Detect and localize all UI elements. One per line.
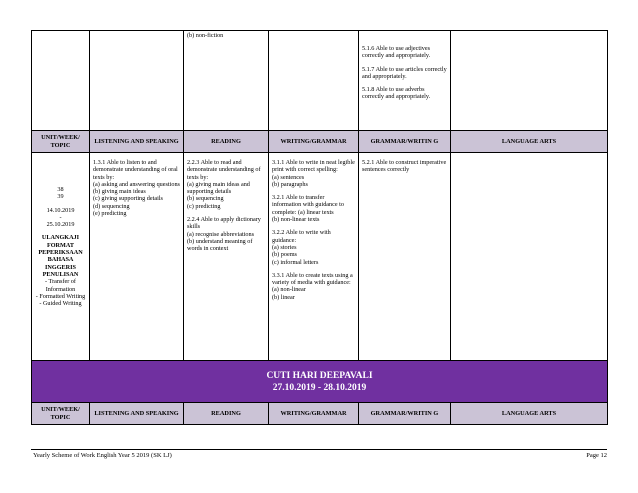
header-writing: WRITING/GRAMMAR: [269, 403, 359, 425]
grammar-standard: 5.1.6 Able to use adjectives correctly and appropriately.: [362, 45, 431, 60]
listening-item: (b) giving main ideas: [93, 188, 146, 196]
header-reading: READING: [184, 403, 269, 425]
continued-writing-cell: [269, 31, 359, 131]
writing-item: (b) paragraphs: [272, 180, 308, 188]
writing-item: (b) poems: [272, 251, 297, 259]
week-row: [32, 153, 608, 361]
header-listening: LISTENING AND SPEAKING: [90, 403, 184, 425]
grammar-standard: 5.2.1 Able to construct imperative sentences correctly: [362, 159, 447, 174]
scheme-of-work-page: [31, 30, 607, 425]
week-arts-cell: [451, 153, 608, 361]
holiday-row: [32, 361, 608, 403]
reading-item: (b) sequencing: [187, 195, 224, 203]
footer-title: Yearly Scheme of Work English Year 5 2019 (SK LJ): [33, 452, 172, 459]
writing-standard: 3.1.1 Able to write in neat legible print with correct spelling:: [272, 159, 355, 174]
header-row: [32, 131, 608, 153]
unit-line: 38: [57, 186, 64, 193]
unit-subtopic: Information: [45, 285, 76, 293]
holiday-cell: [32, 361, 608, 403]
unit-topic: FORMAT: [46, 241, 75, 249]
header-grammar: GRAMMAR/WRITIN G: [359, 131, 451, 153]
reading-item: (a) recognise abbreviations: [187, 230, 255, 238]
unit-line: -: [59, 213, 62, 221]
writing-standard: 3.3.1 Able to create texts using a variety of media with guidance: (a) non-linear: [272, 271, 353, 294]
header-unit: UNIT/WEEK/ TOPIC: [32, 403, 90, 425]
unit-topic: BAHASA: [47, 256, 74, 264]
unit-topic: INGGERIS: [45, 263, 76, 271]
listening-item: (c) giving supporting details: [93, 195, 163, 203]
writing-item: (b) linear: [272, 293, 295, 301]
reading-standard: 2.2.4 Able to apply dictionary skills: [187, 216, 261, 231]
writing-item: (c) informal letters: [272, 258, 319, 266]
page-number: Page 12: [586, 452, 607, 459]
continued-grammar-cell: [359, 31, 451, 131]
unit-line: 25.10.2019: [46, 221, 75, 229]
reading-text: (b) non-fiction: [187, 32, 224, 39]
writing-standard: 3.2.1 Able to transfer information with guidance to complete: (a) linear texts: [272, 194, 344, 216]
holiday-dates: 27.10.2019 - 28.10.2019: [272, 382, 367, 393]
grammar-standard: 5.1.7 Able to use articles correctly and appropriately.: [362, 65, 447, 80]
reading-standard: 2.2.3 Able to read and demonstrate understanding of texts by:: [187, 159, 261, 181]
scheme-table: [31, 30, 608, 425]
listening-item: (e) predicting: [93, 210, 127, 218]
writing-standard: 3.2.2 Able to write with guidance:: [272, 229, 331, 244]
writing-item: (a) sentences: [272, 173, 305, 181]
header-writing: WRITING/GRAMMAR: [269, 131, 359, 153]
week-unit-cell: [32, 153, 90, 361]
continued-listening-cell: [90, 31, 184, 131]
week-writing-cell: [269, 153, 359, 361]
unit-subtopic: - Transfer of: [45, 278, 76, 286]
listening-item: (d) sequencing: [93, 202, 130, 210]
header-grammar: GRAMMAR/WRITIN G: [359, 403, 451, 425]
header-reading: READING: [184, 131, 269, 153]
unit-line: 14.10.2019: [46, 206, 75, 214]
unit-topic: PENULISAN: [42, 270, 79, 278]
continued-unit-cell: [32, 31, 90, 131]
header-arts: LANGUAGE ARTS: [451, 131, 608, 153]
week-listening-cell: [90, 153, 184, 361]
writing-item: (a) stories: [272, 243, 297, 251]
holiday-title: CUTI HARI DEEPAVALI: [266, 370, 373, 381]
page-footer: [33, 452, 607, 459]
reading-item: (a) giving main ideas and supporting details: [187, 180, 250, 196]
reading-item: (b) understand meaning of words in context: [187, 237, 253, 253]
unit-line: 39: [57, 193, 64, 201]
continued-row: [32, 31, 608, 131]
week-grammar-cell: [359, 153, 451, 361]
unit-topic: ULANGKAJI: [41, 234, 80, 242]
header-arts: LANGUAGE ARTS: [451, 403, 608, 425]
listening-standard: 1.3.1 Able to listen to and demonstrate understanding of oral texts by:: [93, 159, 178, 181]
unit-subtopic: - Formatted Writing: [35, 292, 86, 300]
header-listening: LISTENING AND SPEAKING: [90, 131, 184, 153]
continued-arts-cell: [451, 31, 608, 131]
unit-topic: PEPERIKSAAN: [38, 249, 83, 257]
reading-item: (c) predicting: [187, 202, 221, 210]
header-unit: UNIT/WEEK/ TOPIC: [32, 131, 90, 153]
week-reading-cell: [184, 153, 269, 361]
header-row-2: [32, 403, 608, 425]
continued-reading-cell: [184, 31, 269, 131]
footer-divider: [31, 449, 607, 450]
grammar-standard: 5.1.8 Able to use adverbs correctly and appropriately.: [362, 86, 431, 101]
listening-item: (a) asking and answering questions: [93, 180, 180, 188]
writing-item: (b) non-linear texts: [272, 216, 320, 224]
unit-subtopic: - Guided Writing: [39, 300, 82, 308]
